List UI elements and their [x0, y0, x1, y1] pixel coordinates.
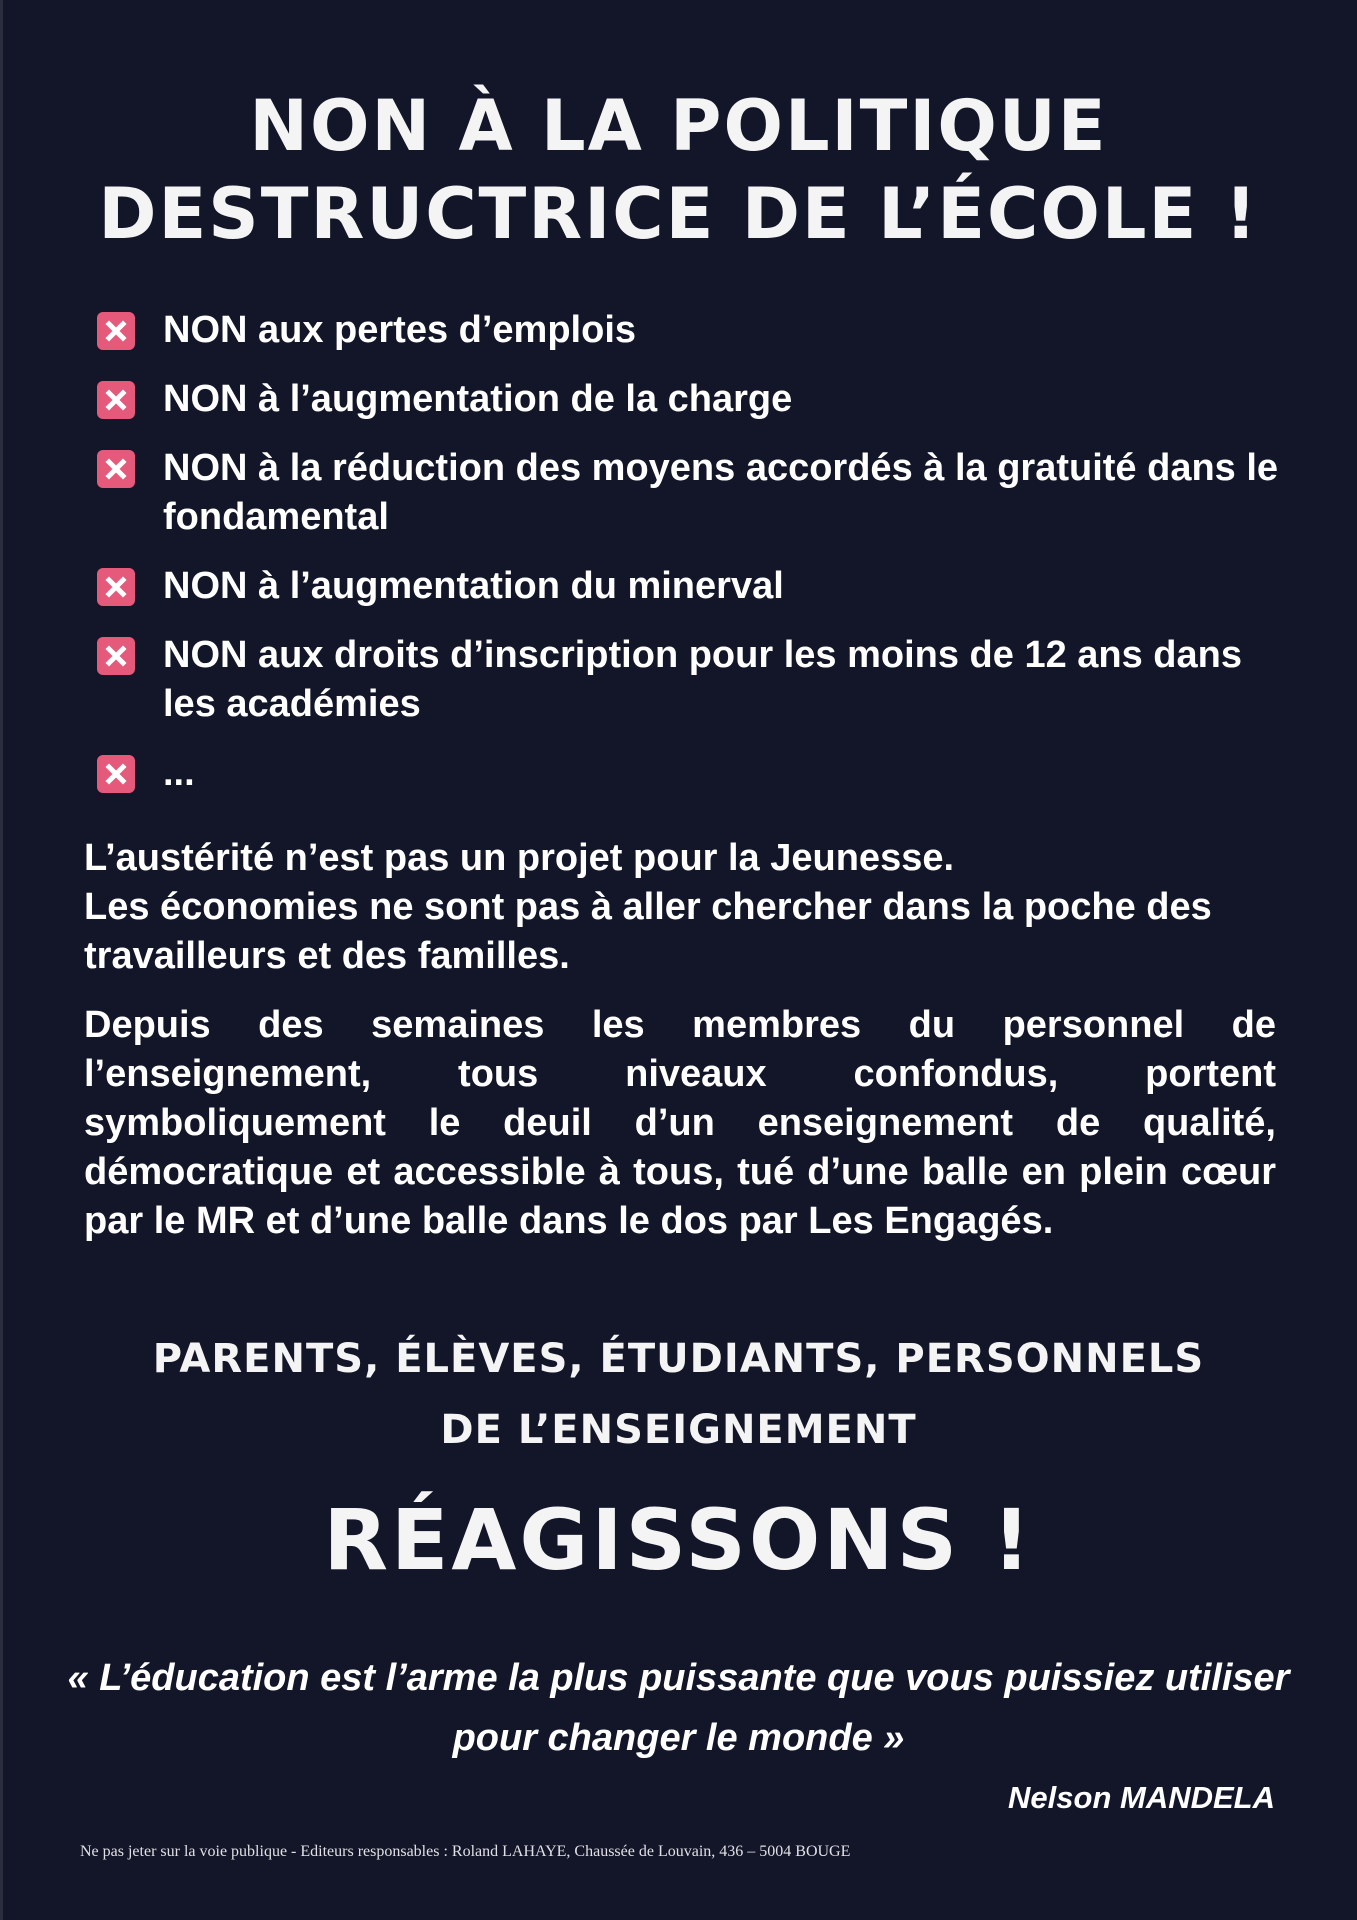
x-mark-icon [97, 637, 135, 675]
list-item-text: NON à l’augmentation du minerval [163, 565, 784, 607]
list-item [97, 444, 1297, 542]
list-item [97, 306, 1297, 355]
call-line-1: PARENTS, ÉLÈVES, ÉTUDIANTS, PERSONNELS [152, 1336, 1205, 1382]
list-item-text: NON aux droits d’inscription pour les moins de 12 ans dans les académies [163, 634, 1242, 725]
list-item [97, 749, 1297, 798]
quote-author: Nelson MANDELA [1008, 1780, 1275, 1815]
x-mark-icon [97, 568, 135, 606]
list-item-text: NON à l’augmentation de la charge [163, 378, 793, 420]
call-line-2: DE L’ENSEIGNEMENT [440, 1407, 917, 1453]
title-line-1: NON À LA POLITIQUE [249, 85, 1108, 167]
demands-list [97, 306, 1297, 818]
austerity-line-2: Les économies ne sont pas à aller chercher dans la poche des travailleurs et des familles. [84, 886, 1212, 977]
slogan: RÉAGISSONS ! [323, 1491, 1034, 1589]
call-to-action [0, 1324, 1357, 1466]
x-mark-icon [97, 755, 135, 793]
list-item [97, 375, 1297, 424]
page-edge [0, 0, 3, 1920]
title-line-2: DESTRUCTRICE DE L’ÉCOLE ! [98, 173, 1259, 255]
mourning-paragraph: Depuis des semaines les membres du personnel de l’enseignement, tous niveaux confondus, portent symboliquement le deuil d’un enseignement de qualité, démocratique et accessible à tous, tué d’une balle en plein cœur par le MR et d’une balle dans le dos par Les Engagés. [84, 1004, 1276, 1242]
list-item [97, 562, 1297, 611]
x-mark-icon [97, 312, 135, 350]
austerity-line-1: L’austérité n’est pas un projet pour la Jeunesse. [84, 837, 955, 879]
quote-text: « L’éducation est l’arme la plus puissante que vous puissiez utiliser pour changer le monde » [67, 1657, 1290, 1759]
x-mark-icon [97, 381, 135, 419]
list-item-text: NON aux pertes d’emplois [163, 309, 637, 351]
page-title [0, 82, 1357, 258]
list-item-text: ... [163, 752, 195, 794]
austerity-paragraph [84, 834, 1276, 981]
list-item [97, 631, 1297, 729]
x-mark-icon [97, 450, 135, 488]
list-item-text: NON à la réduction des moyens accordés à la gratuité dans le fondamental [163, 447, 1279, 538]
footer-legal-notice: Ne pas jeter sur la voie publique - Editeurs responsables : Roland LAHAYE, Chaussée de Louvain, 436 – 5004 BOUGE [80, 1843, 851, 1860]
